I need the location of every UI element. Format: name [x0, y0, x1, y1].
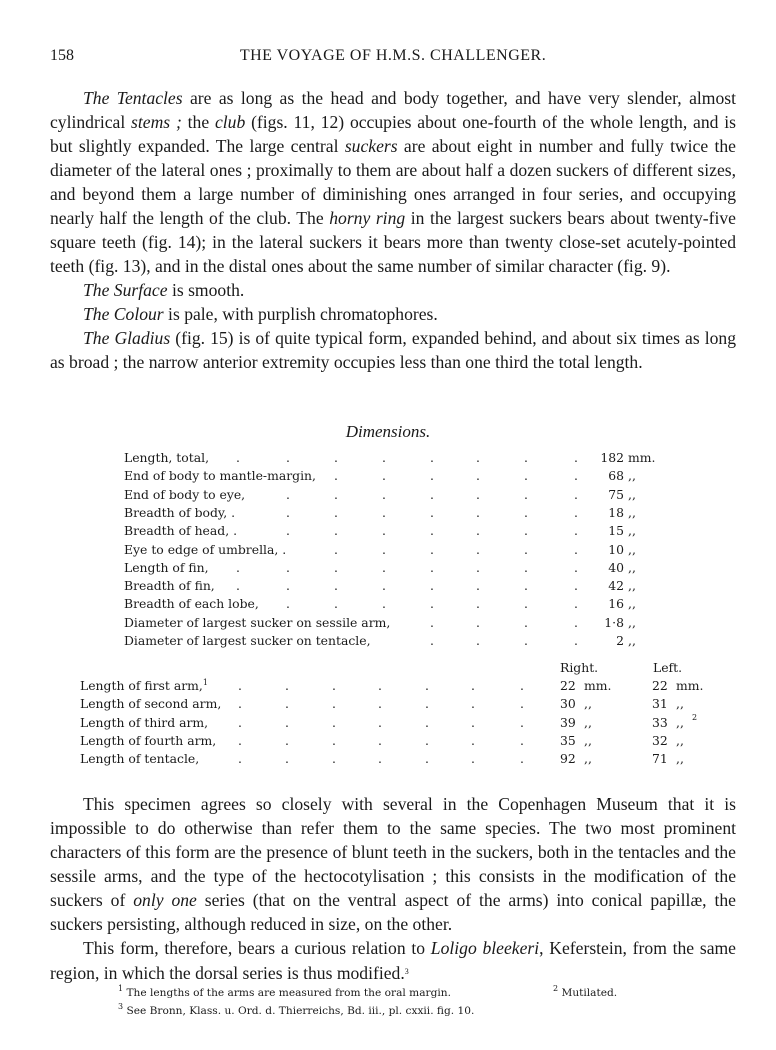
right-unit: ,, [584, 696, 592, 712]
leader-dot: . [378, 732, 382, 748]
leader-dot: . [524, 578, 528, 594]
arm-label: Length of first arm,$^1$ [80, 678, 208, 693]
leader-dot: . [285, 678, 289, 693]
dimension-label: Diameter of largest sucker on tentacle, [124, 633, 371, 648]
leader-dot: . [476, 578, 480, 594]
leader-dot: . [574, 504, 578, 520]
dimension-unit: ,, [628, 614, 636, 630]
leader-dot: . [476, 596, 480, 612]
leader-dot: . [430, 486, 434, 502]
leader-dot: . [332, 696, 336, 712]
dimension-unit: ,, [628, 468, 636, 484]
leader-dot: . [334, 450, 338, 465]
leader-dot: . [574, 633, 578, 648]
leader-dot: . [238, 678, 242, 693]
leader-dot: . [236, 450, 240, 465]
dimension-label: End of body to eye, [124, 486, 246, 502]
footnote-2: $^2$ Mutilated. [553, 984, 618, 999]
left-value: 22 [652, 678, 668, 693]
body-lower [50, 792, 736, 985]
leader-dot: . [476, 523, 480, 539]
leader-dot: . [382, 541, 386, 557]
dimension-row [124, 505, 684, 523]
leader-dot: . [286, 559, 290, 575]
left-value: 71 [652, 751, 668, 767]
footnote-ref: 2 [692, 712, 698, 722]
leader-dot: . [430, 504, 434, 520]
leader-dot: . [524, 596, 528, 612]
right-value: 92 [560, 751, 576, 767]
leader-dot: . [334, 468, 338, 484]
leader-dot: . [378, 696, 382, 712]
dimension-row [124, 468, 684, 486]
leader-dot: . [236, 578, 240, 594]
arm-label: Length of second arm, [80, 696, 222, 712]
leader-dot: . [574, 450, 578, 465]
dimension-unit: ,, [628, 523, 636, 539]
leader-dot: . [524, 559, 528, 575]
dimension-label: Diameter of largest sucker on sessile arm, [124, 614, 391, 630]
leader-dot: . [574, 559, 578, 575]
left-unit: ,, [676, 696, 684, 712]
leader-dot: . [286, 450, 290, 465]
arm-row [80, 678, 720, 696]
running-title: THE VOYAGE OF H.M.S. CHALLENGER. [239, 47, 547, 64]
leader-dot: . [471, 696, 475, 712]
leader-dot: . [471, 714, 475, 730]
col-header-right: Right. [560, 660, 599, 675]
leader-dot: . [332, 751, 336, 767]
leader-dot: . [476, 468, 480, 484]
leader-dot: . [334, 559, 338, 575]
leader-dot: . [574, 596, 578, 612]
dimension-unit: ,, [628, 633, 636, 648]
right-value: 35 [560, 732, 576, 748]
leader-dot: . [476, 504, 480, 520]
leader-dot: . [574, 468, 578, 484]
right-value: 22 [560, 678, 576, 693]
leader-dot: . [574, 614, 578, 630]
leader-dot: . [238, 714, 242, 730]
leader-dot: . [378, 751, 382, 767]
arm-row [80, 751, 720, 769]
arm-row [80, 696, 720, 714]
footnote-1: $^1$ The lengths of the arms are measured from the oral margin. [118, 984, 451, 999]
leader-dot: . [425, 678, 429, 693]
leader-dot: . [574, 578, 578, 594]
dimension-unit: ,, [628, 559, 636, 575]
leader-dot: . [430, 523, 434, 539]
dimension-label: Breadth of fin, [124, 578, 215, 594]
left-unit: mm. [676, 678, 704, 693]
dimension-row [124, 542, 684, 560]
leader-dot: . [524, 523, 528, 539]
leader-dot: . [334, 486, 338, 502]
dimension-value: 68 [608, 468, 624, 484]
dimension-label: Breadth of each lobe, [124, 596, 259, 612]
dimension-label: Eye to edge of umbrella, . [124, 541, 287, 557]
leader-dot: . [430, 596, 434, 612]
leader-dot: . [430, 468, 434, 484]
arm-label: Length of fourth arm, [80, 732, 217, 748]
footnote-ref: 1 [202, 678, 208, 687]
leader-dot: . [382, 559, 386, 575]
col-header-left: Left. [653, 660, 683, 675]
leader-dot: . [382, 468, 386, 484]
leader-dot: . [378, 714, 382, 730]
leader-dot: . [334, 596, 338, 612]
leader-dot: . [476, 486, 480, 502]
leader-dot: . [425, 751, 429, 767]
arms-header-row [80, 660, 720, 678]
dimension-row [124, 487, 684, 505]
leader-dot: . [524, 450, 528, 465]
right-unit: ,, [584, 751, 592, 767]
leader-dot: . [520, 751, 524, 767]
leader-dot: . [425, 714, 429, 730]
left-unit: ,, [676, 714, 684, 730]
dimension-value: 1·8 [604, 614, 624, 630]
right-unit: ,, [584, 732, 592, 748]
leader-dot: . [332, 732, 336, 748]
dimension-row [124, 596, 684, 614]
dimension-unit: mm. [628, 450, 656, 465]
left-value: 33 [652, 714, 668, 730]
dimension-value: 75 [608, 486, 624, 502]
leader-dot: . [476, 633, 480, 648]
dimension-row [124, 578, 684, 596]
leader-dot: . [425, 732, 429, 748]
dimension-value: 40 [608, 559, 624, 575]
dimension-value: 10 [608, 541, 624, 557]
leader-dot: . [382, 486, 386, 502]
body-upper [50, 86, 736, 374]
leader-dot: . [520, 714, 524, 730]
leader-dot: . [574, 541, 578, 557]
leader-dot: . [430, 614, 434, 630]
leader-dot: . [574, 486, 578, 502]
leader-dot: . [382, 596, 386, 612]
dimension-value: 42 [608, 578, 624, 594]
leader-dot: . [285, 732, 289, 748]
dimension-value: 15 [608, 523, 624, 539]
paragraph-colour: The Colour is pale, with purplish chromatophores. [83, 304, 438, 324]
leader-dot: . [286, 596, 290, 612]
left-unit: ,, [676, 732, 684, 748]
leader-dot: . [430, 450, 434, 465]
dimension-label: Length of fin, [124, 559, 209, 575]
leader-dot: . [476, 541, 480, 557]
leader-dot: . [285, 751, 289, 767]
leader-dot: . [430, 541, 434, 557]
leader-dot: . [524, 633, 528, 648]
dimension-label: Length, total, [124, 450, 210, 465]
dimension-unit: ,, [628, 486, 636, 502]
dimension-unit: ,, [628, 578, 636, 594]
leader-dot: . [286, 578, 290, 594]
dimension-unit: ,, [628, 596, 636, 612]
dimension-row [124, 633, 684, 651]
paragraph-surface: The Surface is smooth. [83, 280, 245, 300]
leader-dot: . [425, 696, 429, 712]
dimension-row [124, 615, 684, 633]
leader-dot: . [471, 732, 475, 748]
dimension-value: 18 [608, 504, 624, 520]
leader-dot: . [286, 523, 290, 539]
leader-dot: . [378, 678, 382, 693]
leader-dot: . [332, 678, 336, 693]
leader-dot: . [238, 696, 242, 712]
right-value: 39 [560, 714, 576, 730]
dimensions-title: Dimensions. [345, 422, 431, 441]
leader-dot: . [430, 578, 434, 594]
leader-dot: . [332, 714, 336, 730]
dimension-unit: ,, [628, 541, 636, 557]
leader-dot: . [238, 732, 242, 748]
term-tentacles: The Tentacles [83, 88, 183, 108]
dimension-value: 182 [600, 450, 624, 465]
paragraph-relation: This form, therefore, bears a curious relation to Loligo bleekeri, Keferstein, from the same region, in which the dorsal series is thus modified.$^3$ [50, 938, 736, 983]
leader-dot: . [285, 696, 289, 712]
paragraph-tentacles: The Tentacles are as long as the head and body together, and have very slender, almost cylindrical stems ; the club (figs. 11, 12) occupies about one-fourth of the whole length, and is but slightly expanded. The large central suckers are about eight in number and fully twice the diameter of the lateral ones ; proximally to them are about half a dozen suckers of different sizes, and beyond them a large number of diminishing ones arranged in four series, and occupying nearly half the length of the club. The horny ring in the largest suckers bears about twenty-five square teeth (fig. 14); in the lateral suckers it bears more than twenty close-set acutely-pointed teeth (fig. 13), and in the distal ones about the same number of similar character (fig. 9). [50, 88, 736, 276]
leader-dot: . [285, 714, 289, 730]
dimension-label: Breadth of body, . [124, 504, 236, 520]
leader-dot: . [520, 678, 524, 693]
right-unit: ,, [584, 714, 592, 730]
leader-dot: . [524, 614, 528, 630]
leader-dot: . [286, 504, 290, 520]
running-header [50, 47, 736, 69]
leader-dot: . [471, 678, 475, 693]
dimension-value: 2 [616, 633, 624, 648]
leader-dot: . [334, 578, 338, 594]
leader-dot: . [471, 751, 475, 767]
page-number: 158 [50, 47, 74, 64]
leader-dot: . [476, 614, 480, 630]
dimension-row [124, 560, 684, 578]
paragraph-gladius: The Gladius (fig. 15) is of quite typical form, expanded behind, and about six times as long as broad ; the narrow anterior extremity occupies less than one third the total length. [50, 328, 736, 372]
leader-dot: . [382, 523, 386, 539]
leader-dot: . [236, 559, 240, 575]
leader-dot: . [520, 732, 524, 748]
arm-row [80, 733, 720, 751]
dimension-row [124, 450, 684, 468]
left-value: 31 [652, 696, 668, 712]
leader-dot: . [476, 450, 480, 465]
dimension-value: 16 [608, 596, 624, 612]
arm-row [80, 712, 720, 733]
leader-dot: . [524, 541, 528, 557]
leader-dot: . [476, 559, 480, 575]
leader-dot: . [524, 504, 528, 520]
leader-dot: . [382, 578, 386, 594]
leader-dot: . [334, 523, 338, 539]
leader-dot: . [334, 541, 338, 557]
leader-dot: . [238, 751, 242, 767]
dimension-label: Breadth of head, . [124, 523, 238, 539]
leader-dot: . [286, 486, 290, 502]
leader-dot: . [430, 633, 434, 648]
dimension-unit: ,, [628, 504, 636, 520]
left-value: 32 [652, 732, 668, 748]
leader-dot: . [334, 504, 338, 520]
paragraph-specimen: This specimen agrees so closely with several in the Copenhagen Museum that it is impossible to do otherwise than refer them to the same species. The two most prominent characters of this form are the presence of blunt teeth in the suckers, both in the tentacles and the sessile arms, and the type of the hectocotylisation ; this consists in the modification of the suckers of only one series (that on the ventral aspect of the arms) into conical papillæ, the suckers persisting, although reduced in size, on the other. [50, 794, 736, 934]
leader-dot: . [382, 504, 386, 520]
right-unit: mm. [584, 678, 612, 693]
footnote-3: $^3$ See Bronn, Klass. u. Ord. d. Thierreichs, Bd. iii., pl. cxxii. fig. 10. [118, 1002, 475, 1017]
leader-dot: . [520, 696, 524, 712]
right-value: 30 [560, 696, 576, 712]
arm-label: Length of third arm, [80, 714, 209, 730]
dimension-row [124, 523, 684, 541]
arm-label: Length of tentacle, [80, 751, 200, 767]
leader-dot: . [524, 468, 528, 484]
footnote-ref: 3 [404, 967, 409, 976]
dimension-label: End of body to mantle-margin, [124, 468, 316, 484]
leader-dot: . [430, 559, 434, 575]
leader-dot: . [574, 523, 578, 539]
leader-dot: . [382, 450, 386, 465]
left-unit: ,, [676, 751, 684, 767]
leader-dot: . [524, 486, 528, 502]
